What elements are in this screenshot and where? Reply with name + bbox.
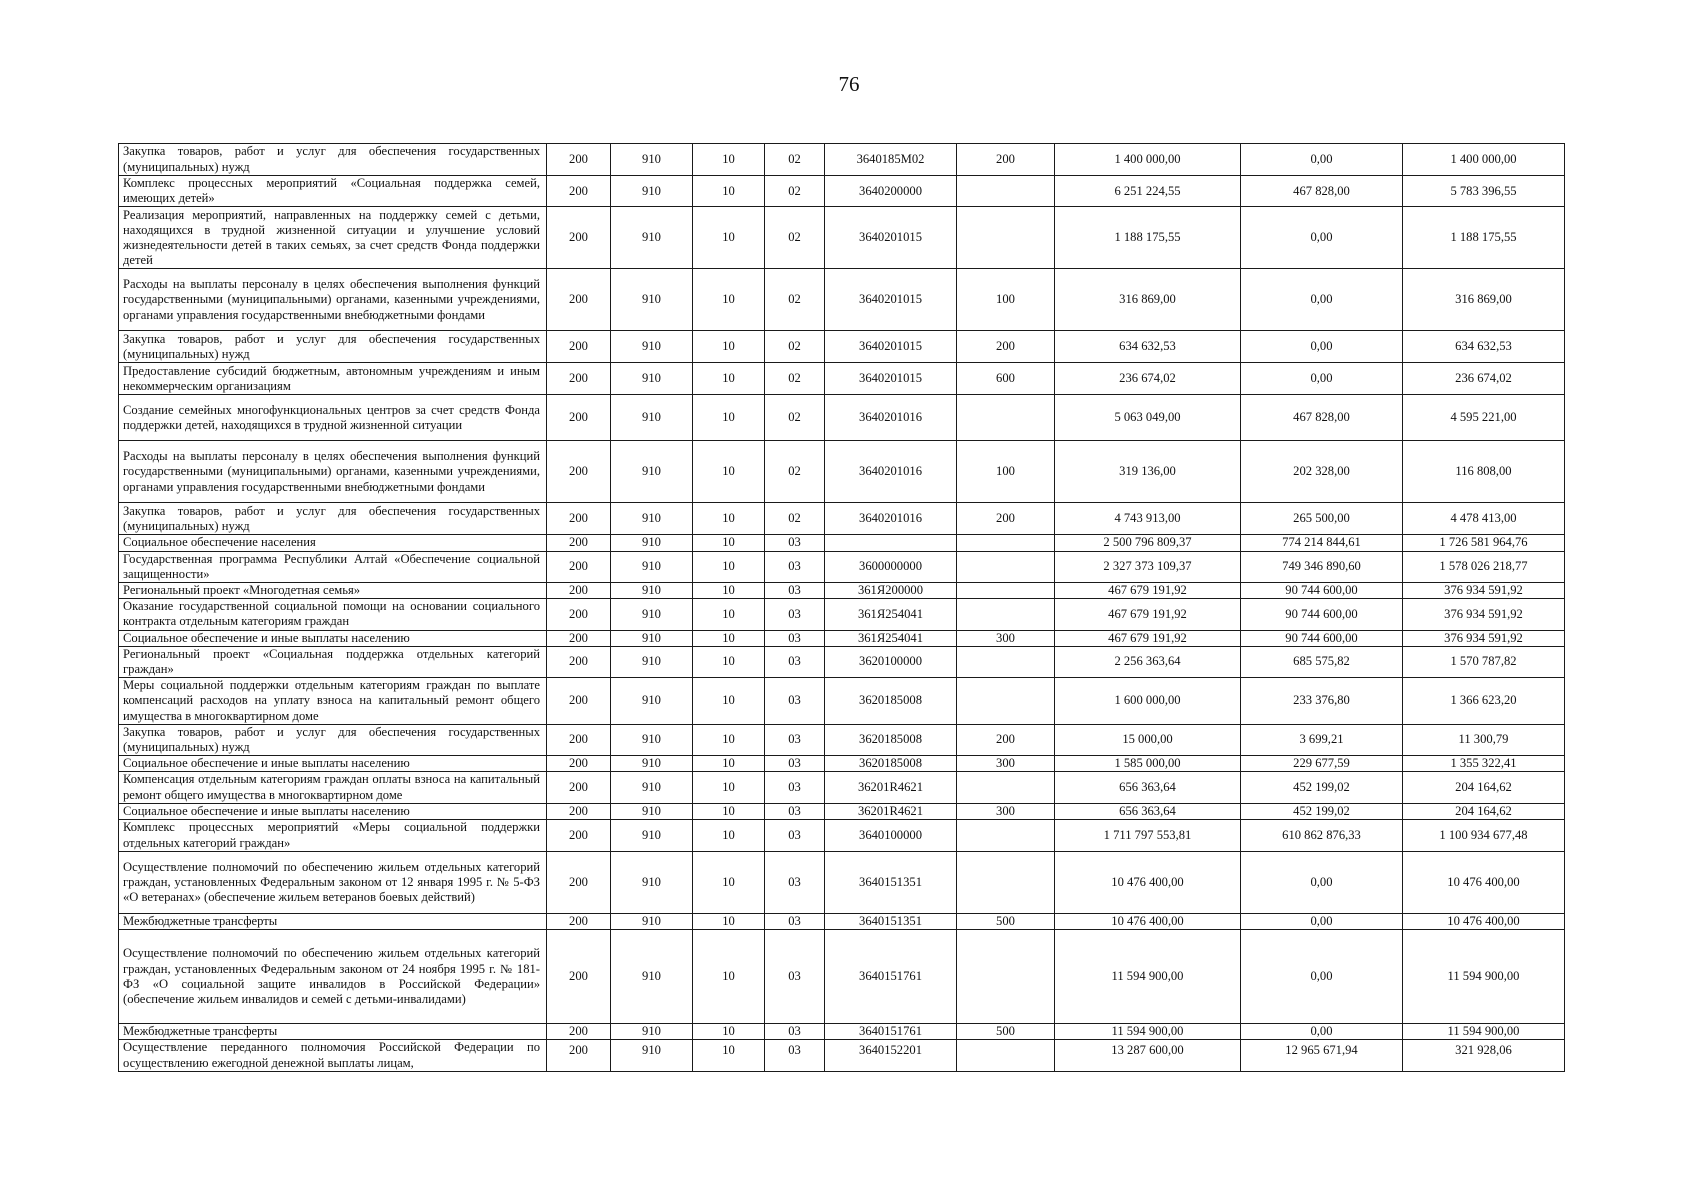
subsection-code: 03	[765, 756, 825, 772]
remaining-amount: 1 578 026 218,77	[1403, 551, 1565, 582]
plan-amount: 5 063 049,00	[1055, 395, 1241, 441]
row-name: Расходы на выплаты персоналу в целях обеспечения выполнения функций государственными (муниципальными) органами, казенными учреждениями, органами управления государственными внебюджетными фондами	[119, 441, 547, 503]
target-article: 3620185008	[825, 678, 957, 725]
admin-code: 200	[547, 1040, 611, 1072]
remaining-amount: 10 476 400,00	[1403, 852, 1565, 914]
remaining-amount: 236 674,02	[1403, 363, 1565, 395]
executed-amount: 0,00	[1241, 331, 1403, 363]
executed-amount: 229 677,59	[1241, 756, 1403, 772]
executed-amount: 0,00	[1241, 269, 1403, 331]
plan-amount: 467 679 191,92	[1055, 583, 1241, 599]
admin-code: 200	[547, 535, 611, 551]
admin-code: 200	[547, 144, 611, 176]
expense-type	[957, 207, 1055, 269]
row-name: Осуществление полномочий по обеспечению жильем отдельных категорий граждан, установленных Федеральным законом от 12 января 1995 г. № 5-ФЗ «О ветеранах» (обеспечение жильем ветеранов боевых действий)	[119, 852, 547, 914]
subsection-code: 02	[765, 331, 825, 363]
row-name: Меры социальной поддержки отдельным категориям граждан по выплате компенсаций расходов на уплату взноса на капитальный ремонт общего имущества в многоквартирном доме	[119, 678, 547, 725]
ministry-code: 910	[611, 1040, 693, 1072]
remaining-amount: 116 808,00	[1403, 441, 1565, 503]
admin-code: 200	[547, 441, 611, 503]
section-code: 10	[693, 772, 765, 803]
remaining-amount: 376 934 591,92	[1403, 599, 1565, 630]
subsection-code: 03	[765, 803, 825, 819]
subsection-code: 02	[765, 395, 825, 441]
row-name: Закупка товаров, работ и услуг для обеспечения государственных (муниципальных) нужд	[119, 724, 547, 755]
row-name: Социальное обеспечение и иные выплаты населению	[119, 756, 547, 772]
table-row	[119, 820, 1565, 852]
executed-amount: 265 500,00	[1241, 503, 1403, 535]
subsection-code: 03	[765, 630, 825, 646]
target-article: 3640152201	[825, 1040, 957, 1072]
admin-code: 200	[547, 930, 611, 1024]
remaining-amount: 634 632,53	[1403, 331, 1565, 363]
target-article: 3640201016	[825, 503, 957, 535]
plan-amount: 319 136,00	[1055, 441, 1241, 503]
target-article: 3600000000	[825, 551, 957, 582]
subsection-code: 03	[765, 535, 825, 551]
remaining-amount: 4 595 221,00	[1403, 395, 1565, 441]
executed-amount: 3 699,21	[1241, 724, 1403, 755]
row-name: Социальное обеспечение и иные выплаты населению	[119, 803, 547, 819]
table-row	[119, 1040, 1565, 1072]
table-row	[119, 551, 1565, 582]
section-code: 10	[693, 441, 765, 503]
ministry-code: 910	[611, 144, 693, 176]
budget-table	[118, 143, 1565, 1072]
executed-amount: 90 744 600,00	[1241, 630, 1403, 646]
plan-amount: 1 400 000,00	[1055, 144, 1241, 176]
target-article: 361Я254041	[825, 599, 957, 630]
executed-amount: 0,00	[1241, 1024, 1403, 1040]
expense-type: 300	[957, 630, 1055, 646]
remaining-amount: 10 476 400,00	[1403, 914, 1565, 930]
subsection-code: 03	[765, 678, 825, 725]
target-article	[825, 535, 957, 551]
table-body	[119, 144, 1565, 1072]
admin-code: 200	[547, 207, 611, 269]
expense-type	[957, 852, 1055, 914]
plan-amount: 656 363,64	[1055, 772, 1241, 803]
subsection-code: 03	[765, 1024, 825, 1040]
ministry-code: 910	[611, 363, 693, 395]
subsection-code: 03	[765, 772, 825, 803]
target-article: 361Я200000	[825, 583, 957, 599]
executed-amount: 749 346 890,60	[1241, 551, 1403, 582]
table-row	[119, 144, 1565, 176]
row-name: Социальное обеспечение и иные выплаты населению	[119, 630, 547, 646]
ministry-code: 910	[611, 599, 693, 630]
section-code: 10	[693, 820, 765, 852]
section-code: 10	[693, 551, 765, 582]
expense-type	[957, 583, 1055, 599]
target-article: 3620185008	[825, 756, 957, 772]
subsection-code: 03	[765, 914, 825, 930]
target-article: 3640151351	[825, 852, 957, 914]
section-code: 10	[693, 269, 765, 331]
admin-code: 200	[547, 331, 611, 363]
plan-amount: 4 743 913,00	[1055, 503, 1241, 535]
row-name: Социальное обеспечение населения	[119, 535, 547, 551]
plan-amount: 634 632,53	[1055, 331, 1241, 363]
subsection-code: 02	[765, 207, 825, 269]
section-code: 10	[693, 395, 765, 441]
remaining-amount: 1 355 322,41	[1403, 756, 1565, 772]
expense-type: 200	[957, 503, 1055, 535]
expense-type: 500	[957, 914, 1055, 930]
admin-code: 200	[547, 852, 611, 914]
plan-amount: 1 585 000,00	[1055, 756, 1241, 772]
subsection-code: 03	[765, 820, 825, 852]
target-article: 3640201016	[825, 441, 957, 503]
section-code: 10	[693, 930, 765, 1024]
ministry-code: 910	[611, 1024, 693, 1040]
expense-type	[957, 551, 1055, 582]
expense-type: 100	[957, 269, 1055, 331]
expense-type: 300	[957, 756, 1055, 772]
section-code: 10	[693, 646, 765, 677]
table-row	[119, 363, 1565, 395]
executed-amount: 0,00	[1241, 144, 1403, 176]
admin-code: 200	[547, 176, 611, 207]
target-article: 3640185М02	[825, 144, 957, 176]
row-name: Реализация мероприятий, направленных на поддержку семей с детьми, находящихся в трудной жизненной ситуации и улучшение условий жизнедеятельности детей в таких семьях, за счет средств Фонда поддержки детей	[119, 207, 547, 269]
table-row	[119, 207, 1565, 269]
row-name: Закупка товаров, работ и услуг для обеспечения государственных (муниципальных) нужд	[119, 503, 547, 535]
expense-type: 500	[957, 1024, 1055, 1040]
row-name: Создание семейных многофункциональных центров за счет средств Фонда поддержки детей, находящихся в трудной жизненной ситуации	[119, 395, 547, 441]
expense-type: 300	[957, 803, 1055, 819]
plan-amount: 316 869,00	[1055, 269, 1241, 331]
section-code: 10	[693, 583, 765, 599]
plan-amount: 11 594 900,00	[1055, 1024, 1241, 1040]
executed-amount: 774 214 844,61	[1241, 535, 1403, 551]
target-article: 3640201015	[825, 207, 957, 269]
subsection-code: 03	[765, 852, 825, 914]
ministry-code: 910	[611, 756, 693, 772]
table-row	[119, 1024, 1565, 1040]
table-row	[119, 724, 1565, 755]
remaining-amount: 11 594 900,00	[1403, 1024, 1565, 1040]
ministry-code: 910	[611, 724, 693, 755]
admin-code: 200	[547, 551, 611, 582]
target-article: 3640151761	[825, 1024, 957, 1040]
subsection-code: 03	[765, 930, 825, 1024]
row-name: Компенсация отдельным категориям граждан оплаты взноса на капитальный ремонт общего имущества в многоквартирном доме	[119, 772, 547, 803]
ministry-code: 910	[611, 503, 693, 535]
row-name: Комплекс процессных мероприятий «Меры социальной поддержки отдельных категорий граждан»	[119, 820, 547, 852]
plan-amount: 1 711 797 553,81	[1055, 820, 1241, 852]
subsection-code: 03	[765, 599, 825, 630]
executed-amount: 0,00	[1241, 852, 1403, 914]
plan-amount: 236 674,02	[1055, 363, 1241, 395]
ministry-code: 910	[611, 852, 693, 914]
table-row	[119, 930, 1565, 1024]
target-article: 36201R4621	[825, 803, 957, 819]
section-code: 10	[693, 803, 765, 819]
section-code: 10	[693, 176, 765, 207]
expense-type	[957, 820, 1055, 852]
ministry-code: 910	[611, 441, 693, 503]
ministry-code: 910	[611, 269, 693, 331]
expense-type	[957, 1040, 1055, 1072]
target-article: 3640151761	[825, 930, 957, 1024]
plan-amount: 15 000,00	[1055, 724, 1241, 755]
table-row	[119, 803, 1565, 819]
row-name: Осуществление переданного полномочия Российской Федерации по осуществлению ежегодной денежной выплаты лицам,	[119, 1040, 547, 1072]
plan-amount: 656 363,64	[1055, 803, 1241, 819]
subsection-code: 02	[765, 441, 825, 503]
remaining-amount: 376 934 591,92	[1403, 583, 1565, 599]
table-row	[119, 583, 1565, 599]
admin-code: 200	[547, 1024, 611, 1040]
remaining-amount: 204 164,62	[1403, 803, 1565, 819]
plan-amount: 2 327 373 109,37	[1055, 551, 1241, 582]
table-row	[119, 646, 1565, 677]
ministry-code: 910	[611, 551, 693, 582]
plan-amount: 10 476 400,00	[1055, 914, 1241, 930]
table-row	[119, 599, 1565, 630]
subsection-code: 02	[765, 363, 825, 395]
executed-amount: 0,00	[1241, 914, 1403, 930]
executed-amount: 467 828,00	[1241, 395, 1403, 441]
table-row	[119, 678, 1565, 725]
plan-amount: 467 679 191,92	[1055, 630, 1241, 646]
admin-code: 200	[547, 395, 611, 441]
row-name: Региональный проект «Социальная поддержка отдельных категорий граждан»	[119, 646, 547, 677]
section-code: 10	[693, 852, 765, 914]
section-code: 10	[693, 756, 765, 772]
target-article: 3640200000	[825, 176, 957, 207]
row-name: Оказание государственной социальной помощи на основании социального контракта отдельным категориям граждан	[119, 599, 547, 630]
subsection-code: 03	[765, 1040, 825, 1072]
remaining-amount: 5 783 396,55	[1403, 176, 1565, 207]
ministry-code: 910	[611, 803, 693, 819]
table-row	[119, 331, 1565, 363]
plan-amount: 11 594 900,00	[1055, 930, 1241, 1024]
expense-type: 200	[957, 724, 1055, 755]
expense-type	[957, 930, 1055, 1024]
executed-amount: 233 376,80	[1241, 678, 1403, 725]
target-article: 3640201015	[825, 331, 957, 363]
executed-amount: 610 862 876,33	[1241, 820, 1403, 852]
expense-type: 600	[957, 363, 1055, 395]
admin-code: 200	[547, 756, 611, 772]
subsection-code: 02	[765, 176, 825, 207]
executed-amount: 90 744 600,00	[1241, 583, 1403, 599]
expense-type	[957, 678, 1055, 725]
ministry-code: 910	[611, 535, 693, 551]
remaining-amount: 321 928,06	[1403, 1040, 1565, 1072]
ministry-code: 910	[611, 820, 693, 852]
remaining-amount: 11 300,79	[1403, 724, 1565, 755]
section-code: 10	[693, 630, 765, 646]
table-row	[119, 535, 1565, 551]
table-row	[119, 441, 1565, 503]
executed-amount: 12 965 671,94	[1241, 1040, 1403, 1072]
admin-code: 200	[547, 820, 611, 852]
plan-amount: 6 251 224,55	[1055, 176, 1241, 207]
executed-amount: 685 575,82	[1241, 646, 1403, 677]
plan-amount: 13 287 600,00	[1055, 1040, 1241, 1072]
remaining-amount: 1 188 175,55	[1403, 207, 1565, 269]
remaining-amount: 204 164,62	[1403, 772, 1565, 803]
remaining-amount: 1 366 623,20	[1403, 678, 1565, 725]
section-code: 10	[693, 331, 765, 363]
section-code: 10	[693, 363, 765, 395]
table-row	[119, 914, 1565, 930]
ministry-code: 910	[611, 914, 693, 930]
expense-type	[957, 646, 1055, 677]
section-code: 10	[693, 599, 765, 630]
expense-type	[957, 176, 1055, 207]
ministry-code: 910	[611, 331, 693, 363]
admin-code: 200	[547, 646, 611, 677]
expense-type: 200	[957, 331, 1055, 363]
remaining-amount: 1 100 934 677,48	[1403, 820, 1565, 852]
section-code: 10	[693, 678, 765, 725]
section-code: 10	[693, 724, 765, 755]
table-row	[119, 269, 1565, 331]
admin-code: 200	[547, 914, 611, 930]
ministry-code: 910	[611, 646, 693, 677]
ministry-code: 910	[611, 207, 693, 269]
table-row	[119, 852, 1565, 914]
plan-amount: 467 679 191,92	[1055, 599, 1241, 630]
expense-type	[957, 535, 1055, 551]
executed-amount: 467 828,00	[1241, 176, 1403, 207]
section-code: 10	[693, 144, 765, 176]
row-name: Региональный проект «Многодетная семья»	[119, 583, 547, 599]
remaining-amount: 11 594 900,00	[1403, 930, 1565, 1024]
subsection-code: 03	[765, 583, 825, 599]
executed-amount: 452 199,02	[1241, 803, 1403, 819]
ministry-code: 910	[611, 395, 693, 441]
subsection-code: 02	[765, 144, 825, 176]
admin-code: 200	[547, 772, 611, 803]
target-article: 36201R4621	[825, 772, 957, 803]
admin-code: 200	[547, 599, 611, 630]
expense-type: 200	[957, 144, 1055, 176]
plan-amount: 10 476 400,00	[1055, 852, 1241, 914]
remaining-amount: 316 869,00	[1403, 269, 1565, 331]
plan-amount: 2 256 363,64	[1055, 646, 1241, 677]
table-row	[119, 503, 1565, 535]
admin-code: 200	[547, 503, 611, 535]
subsection-code: 02	[765, 503, 825, 535]
page-number: 76	[838, 72, 860, 96]
plan-amount: 2 500 796 809,37	[1055, 535, 1241, 551]
ministry-code: 910	[611, 930, 693, 1024]
remaining-amount: 376 934 591,92	[1403, 630, 1565, 646]
ministry-code: 910	[611, 630, 693, 646]
section-code: 10	[693, 914, 765, 930]
row-name: Расходы на выплаты персоналу в целях обеспечения выполнения функций государственными (муниципальными) органами, казенными учреждениями, органами управления государственными внебюджетными фондами	[119, 269, 547, 331]
section-code: 10	[693, 535, 765, 551]
subsection-code: 03	[765, 646, 825, 677]
target-article: 3620185008	[825, 724, 957, 755]
table-row	[119, 176, 1565, 207]
executed-amount: 0,00	[1241, 930, 1403, 1024]
subsection-code: 03	[765, 724, 825, 755]
expense-type	[957, 599, 1055, 630]
table-row	[119, 395, 1565, 441]
target-article: 3640151351	[825, 914, 957, 930]
ministry-code: 910	[611, 583, 693, 599]
row-name: Межбюджетные трансферты	[119, 914, 547, 930]
subsection-code: 03	[765, 551, 825, 582]
ministry-code: 910	[611, 176, 693, 207]
row-name: Государственная программа Республики Алтай «Обеспечение социальной защищенности»	[119, 551, 547, 582]
row-name: Комплекс процессных мероприятий «Социальная поддержка семей, имеющих детей»	[119, 176, 547, 207]
remaining-amount: 1 400 000,00	[1403, 144, 1565, 176]
target-article: 3640201015	[825, 363, 957, 395]
table-row	[119, 630, 1565, 646]
table-row	[119, 772, 1565, 803]
target-article: 361Я254041	[825, 630, 957, 646]
plan-amount: 1 188 175,55	[1055, 207, 1241, 269]
row-name: Закупка товаров, работ и услуг для обеспечения государственных (муниципальных) нужд	[119, 144, 547, 176]
section-code: 10	[693, 503, 765, 535]
admin-code: 200	[547, 583, 611, 599]
admin-code: 200	[547, 630, 611, 646]
executed-amount: 0,00	[1241, 363, 1403, 395]
expense-type	[957, 772, 1055, 803]
target-article: 3640201016	[825, 395, 957, 441]
section-code: 10	[693, 1040, 765, 1072]
section-code: 10	[693, 207, 765, 269]
subsection-code: 02	[765, 269, 825, 331]
admin-code: 200	[547, 363, 611, 395]
table-row	[119, 756, 1565, 772]
admin-code: 200	[547, 803, 611, 819]
plan-amount: 1 600 000,00	[1055, 678, 1241, 725]
remaining-amount: 4 478 413,00	[1403, 503, 1565, 535]
expense-type: 100	[957, 441, 1055, 503]
target-article: 3640100000	[825, 820, 957, 852]
target-article: 3640201015	[825, 269, 957, 331]
executed-amount: 202 328,00	[1241, 441, 1403, 503]
row-name: Закупка товаров, работ и услуг для обеспечения государственных (муниципальных) нужд	[119, 331, 547, 363]
admin-code: 200	[547, 269, 611, 331]
expense-type	[957, 395, 1055, 441]
executed-amount: 0,00	[1241, 207, 1403, 269]
target-article: 3620100000	[825, 646, 957, 677]
remaining-amount: 1 726 581 964,76	[1403, 535, 1565, 551]
admin-code: 200	[547, 678, 611, 725]
row-name: Предоставление субсидий бюджетным, автономным учреждениям и иным некоммерческим организациям	[119, 363, 547, 395]
remaining-amount: 1 570 787,82	[1403, 646, 1565, 677]
section-code: 10	[693, 1024, 765, 1040]
executed-amount: 452 199,02	[1241, 772, 1403, 803]
row-name: Межбюджетные трансферты	[119, 1024, 547, 1040]
admin-code: 200	[547, 724, 611, 755]
executed-amount: 90 744 600,00	[1241, 599, 1403, 630]
ministry-code: 910	[611, 678, 693, 725]
row-name: Осуществление полномочий по обеспечению жильем отдельных категорий граждан, установленных Федеральным законом от 24 ноября 1995 г. № 181-ФЗ «О социальной защите инвалидов в Российской Федерации» (обеспечение жильем инвалидов и семей с детьми-инвалидами)	[119, 930, 547, 1024]
ministry-code: 910	[611, 772, 693, 803]
